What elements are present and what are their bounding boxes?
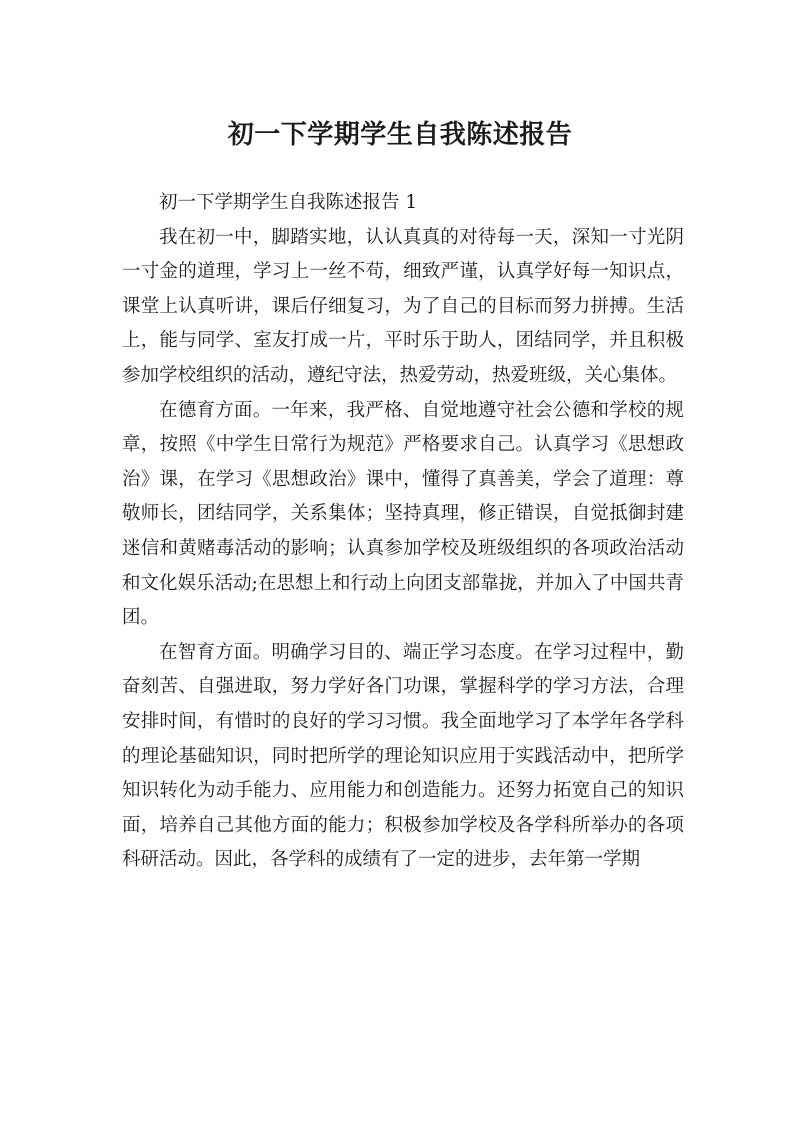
paragraph-3: 在智育方面。明确学习目的、端正学习态度。在学习过程中，勤奋刻苦、自强进取，努力学好各门功课，掌握科学的学习方法，合理安排时间，有惜时的良好的学习习惯。我全面地学习了本学年各学科的理论基础知识，同时把所学的理论知识应用于实践活动中，把所学知识转化为动手能力、应用能力和创造能力。还努力拓宽自己的知识面，培养自己其他方面的能力；积极参加学校及各学科所举办的各项科研活动。因此，各学科的成绩有了一定的进步，去年第一学期 xyxy=(122,641,684,871)
document-body xyxy=(122,186,684,878)
paragraph-1: 我在初一中，脚踏实地，认认真真的对待每一天，深知一寸光阴一寸金的道理，学习上一丝不苟，细致严谨，认真学好每一知识点，课堂上认真听讲，课后仔细复习，为了自己的目标而努力拼搏。生活上，能与同学、室友打成一片，平时乐于助人，团结同学，并且积极参加学校组织的活动，遵纪守法，热爱劳动，热爱班级，关心集体。 xyxy=(122,226,684,386)
section-subheading: 初一下学期学生自我陈述报告 1 xyxy=(159,192,418,213)
document-title: 初一下学期学生自我陈述报告 xyxy=(227,120,573,151)
paragraph-2: 在德育方面。一年来，我严格、自觉地遵守社会公德和学校的规章，按照《中学生日常行为规范》严格要求自己。认真学习《思想政治》课，在学习《思想政治》课中，懂得了真善美，学会了道理：尊敬师长，团结同学，关系集体；坚持真理，修正错误，自觉抵御封建迷信和黄赌毒活动的影响；认真参加学校及班级组织的各项政治活动和文化娱乐活动;在思想上和行动上向团支部靠拢，并加入了中国共青团。 xyxy=(122,399,684,629)
